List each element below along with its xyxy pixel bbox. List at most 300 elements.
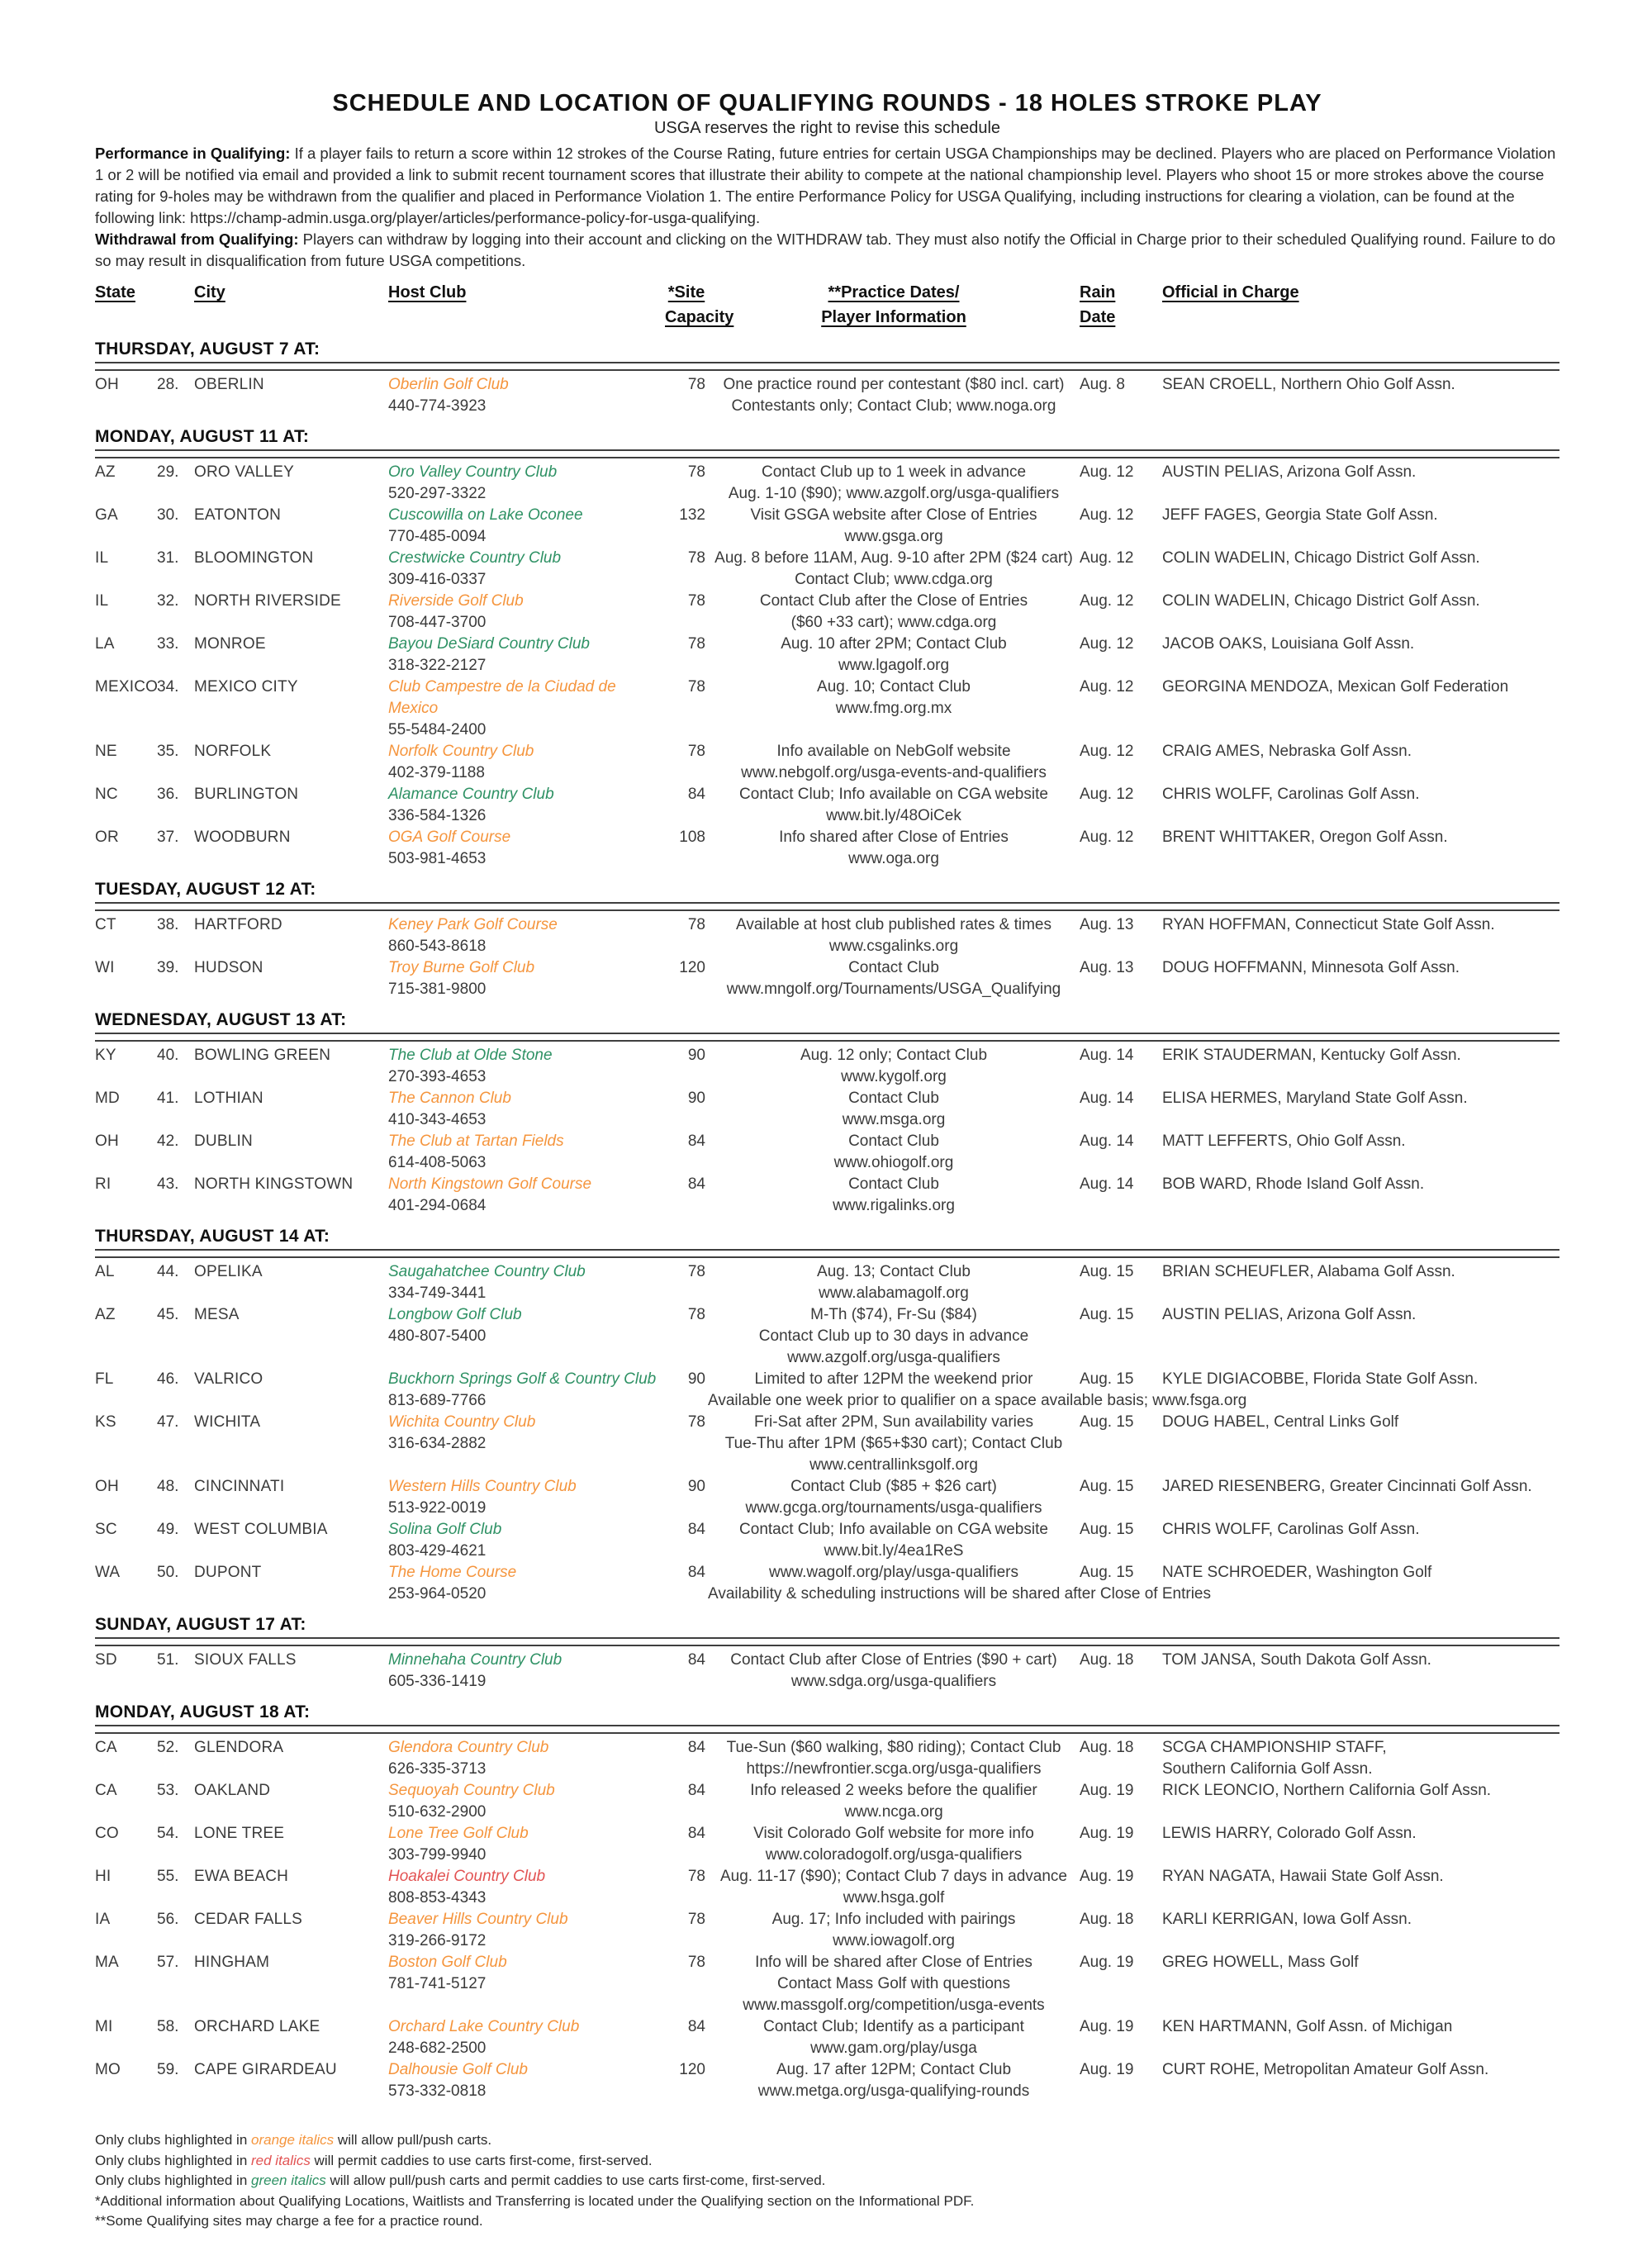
row-site-capacity: 84 — [687, 1132, 705, 1150]
practice-info-line: Info will be shared after Close of Entries — [755, 1954, 1032, 1971]
host-club-phone: 781-741-5127 — [388, 1975, 487, 1992]
host-club-name: OGA Golf Course — [388, 829, 511, 846]
table-row — [95, 784, 1559, 827]
official-line: AUSTIN PELIAS, Arizona Golf Assn. — [1162, 463, 1417, 481]
host-club-phone: 510-632-2900 — [388, 1803, 487, 1821]
row-state: AZ — [95, 1306, 116, 1323]
performance-policy-text: If a player fails to return a score within 12 strokes of the Course Rating, future entries for certain USGA Championships may be declined. Players who are placed on Performance Violation 1 or 2 will be notified via email and provided a link to submit recent tournament scores that illustrate their ability to compete at the national championship level. Players who shoot 15 or more strokes above the course rating for 9-holes may be withdrawn from the qualifier and placed in Performance Violation 1. The entire Performance Policy for USGA Qualifying, including instructions for clearing a violation, can be found at the following link: https://champ-admin.usga.org/player/articles/performance-policy-for-usga-qualifying. — [95, 145, 1556, 226]
row-rain-date: Aug. 14 — [1080, 1047, 1134, 1064]
performance-policy-paragraph — [95, 143, 1559, 229]
row-city: DUBLIN — [194, 1132, 253, 1150]
row-official-in-charge — [1162, 1562, 1559, 1584]
row-official-in-charge — [1162, 1369, 1559, 1390]
row-number: 37. — [157, 829, 179, 846]
row-official-in-charge — [1162, 1412, 1559, 1433]
official-line: COLIN WADELIN, Chicago District Golf Assn. — [1162, 592, 1480, 610]
row-number: 59. — [157, 2061, 179, 2078]
host-club-phone: 248-682-2500 — [388, 2039, 487, 2057]
row-number: 31. — [157, 549, 179, 567]
row-practice-info — [708, 1952, 1080, 2016]
host-club-name: Minnehaha Country Club — [388, 1651, 563, 1669]
row-city: HINGHAM — [194, 1954, 270, 1971]
row-practice-info — [708, 374, 1080, 417]
row-state: MO — [95, 2061, 121, 2078]
row-city: CEDAR FALLS — [194, 1911, 303, 1928]
row-city: OAKLAND — [194, 1782, 271, 1799]
official-line: RYAN HOFFMAN, Connecticut State Golf Assn. — [1162, 916, 1495, 933]
table-row — [95, 1261, 1559, 1304]
row-rain-date: Aug. 8 — [1080, 376, 1125, 393]
practice-info-line: Tue-Sun ($60 walking, $80 riding); Contact Club — [726, 1739, 1061, 1756]
row-state: OR — [95, 829, 119, 846]
table-row — [95, 1174, 1559, 1217]
table-row — [95, 374, 1559, 417]
row-rain-date: Aug. 12 — [1080, 463, 1134, 481]
row-practice-info — [708, 1650, 1080, 1693]
row-city: MEXICO CITY — [194, 678, 298, 696]
host-club-phone: 715-381-9800 — [388, 981, 487, 998]
official-line: JACOB OAKS, Louisiana Golf Assn. — [1162, 635, 1415, 653]
table-row — [95, 634, 1559, 677]
row-rain-date: Aug. 19 — [1080, 1782, 1134, 1799]
withdrawal-label: Withdrawal from Qualifying: — [95, 230, 299, 248]
row-state: WA — [95, 1564, 121, 1581]
day-section-header: THURSDAY, AUGUST 7 AT: — [95, 340, 320, 359]
row-host-club — [388, 1519, 665, 1562]
practice-info-line: www.bit.ly/48OiCek — [826, 807, 961, 824]
practice-info-line: www.csgalinks.org — [828, 938, 959, 955]
col-header-rain-date: Rain Date — [1080, 283, 1116, 326]
footer-note: Only clubs highlighted in green italics will allow pull/push carts and permit caddies to use carts first-come, first-served. — [95, 2172, 826, 2188]
row-official-in-charge — [1162, 827, 1559, 848]
host-club-name: Cuscowilla on Lake Oconee — [388, 506, 583, 524]
practice-info-line: www.gam.org/play/usga — [810, 2039, 977, 2057]
row-official-in-charge — [1162, 2016, 1559, 2038]
official-line: KYLE DIGIACOBBE, Florida State Golf Assn. — [1162, 1370, 1479, 1388]
row-site-capacity: 78 — [687, 1911, 705, 1928]
section-divider — [95, 902, 1559, 911]
row-official-in-charge — [1162, 1476, 1559, 1498]
host-club-phone: 520-297-3322 — [388, 485, 487, 502]
row-official-in-charge — [1162, 1045, 1559, 1066]
official-line: BOB WARD, Rhode Island Golf Assn. — [1162, 1175, 1425, 1193]
row-host-club — [388, 1304, 665, 1347]
table-column-headers — [95, 280, 1559, 330]
row-number: 48. — [157, 1478, 179, 1495]
host-club-name: The Club at Tartan Fields — [388, 1132, 564, 1150]
host-club-name: Saugahatchee Country Club — [388, 1263, 586, 1280]
row-practice-info — [708, 1131, 1080, 1174]
row-site-capacity: 132 — [679, 506, 705, 524]
host-club-name: Buckhorn Springs Golf & Country Club — [388, 1370, 657, 1388]
row-practice-info — [708, 1304, 1080, 1369]
row-site-capacity: 84 — [687, 1825, 705, 1842]
row-city: BOWLING GREEN — [194, 1047, 331, 1064]
row-site-capacity: 84 — [687, 786, 705, 803]
official-line: CHRIS WOLFF, Carolinas Golf Assn. — [1162, 786, 1420, 803]
practice-info-line: www.centrallinksgolf.org — [809, 1456, 978, 1474]
practice-info-line: Contact Club; Info available on CGA website — [739, 786, 1048, 803]
row-official-in-charge — [1162, 591, 1559, 612]
row-official-in-charge — [1162, 1261, 1559, 1283]
row-number: 50. — [157, 1564, 179, 1581]
host-club-name: The Cannon Club — [388, 1090, 511, 1107]
practice-info-line: Aug. 1-10 ($90); www.azgolf.org/usga-qualifiers — [728, 485, 1060, 502]
row-official-in-charge — [1162, 1088, 1559, 1109]
table-row — [95, 1737, 1559, 1780]
row-number: 51. — [157, 1651, 179, 1669]
row-city: BURLINGTON — [194, 786, 299, 803]
practice-info-line: https://newfrontier.scga.org/usga-qualifiers — [746, 1760, 1042, 1778]
table-row — [95, 1866, 1559, 1909]
row-rain-date: Aug. 14 — [1080, 1132, 1134, 1150]
host-club-name: Glendora Country Club — [388, 1739, 549, 1756]
row-practice-info — [708, 1476, 1080, 1519]
row-state: OH — [95, 1132, 119, 1150]
host-club-name: Norfolk Country Club — [388, 743, 534, 760]
row-practice-info — [708, 1866, 1080, 1909]
row-practice-info — [708, 827, 1080, 870]
host-club-phone: 605-336-1419 — [388, 1673, 487, 1690]
row-host-club — [388, 374, 665, 417]
row-city: CAPE GIRARDEAU — [194, 2061, 337, 2078]
practice-info-line: Contact Club up to 30 days in advance — [758, 1327, 1029, 1345]
official-line: RICK LEONCIO, Northern California Golf Assn. — [1162, 1782, 1492, 1799]
row-rain-date: Aug. 15 — [1080, 1478, 1134, 1495]
table-row — [95, 1952, 1559, 2016]
row-state: LA — [95, 635, 115, 653]
day-section-header: THURSDAY, AUGUST 14 AT: — [95, 1227, 330, 1246]
row-practice-info — [708, 2016, 1080, 2059]
host-club-name: Troy Burne Golf Club — [388, 959, 535, 976]
row-state: MEXICO — [95, 678, 159, 696]
row-practice-info — [708, 1823, 1080, 1866]
host-club-name: Sequoyah Country Club — [388, 1782, 555, 1799]
row-practice-info — [708, 548, 1080, 591]
row-host-club — [388, 1131, 665, 1174]
practice-info-line: www.iowagolf.org — [833, 1932, 955, 1949]
table-row — [95, 741, 1559, 784]
row-official-in-charge — [1162, 1174, 1559, 1195]
row-number: 47. — [157, 1413, 179, 1431]
row-host-club — [388, 741, 665, 784]
row-state: CA — [95, 1782, 117, 1799]
footer-note: *Additional information about Qualifying Locations, Waitlists and Transferring is located under the Qualifying section on the Informational PDF. — [95, 2192, 975, 2209]
section-divider — [95, 1637, 1559, 1646]
practice-info-line: Contact Club up to 1 week in advance — [761, 463, 1027, 481]
row-official-in-charge — [1162, 1952, 1559, 1973]
official-line: SEAN CROELL, Northern Ohio Golf Assn. — [1162, 376, 1455, 393]
official-line: SCGA CHAMPIONSHIP STAFF, — [1162, 1739, 1387, 1756]
row-state: FL — [95, 1370, 114, 1388]
practice-info-line: Info available on NebGolf website — [776, 743, 1011, 760]
row-site-capacity: 78 — [687, 1868, 705, 1885]
row-practice-info — [708, 784, 1080, 827]
practice-info-line: www.coloradogolf.org/usga-qualifiers — [765, 1846, 1023, 1864]
withdrawal-paragraph — [95, 229, 1559, 272]
row-site-capacity: 78 — [687, 743, 705, 760]
table-row — [95, 1650, 1559, 1693]
row-city: EATONTON — [194, 506, 282, 524]
row-official-in-charge — [1162, 784, 1559, 805]
row-practice-info — [708, 2059, 1080, 2102]
row-number: 40. — [157, 1047, 179, 1064]
host-club-phone: 770-485-0094 — [388, 528, 487, 545]
row-city: NORTH KINGSTOWN — [194, 1175, 354, 1193]
row-state: NC — [95, 786, 118, 803]
official-line: TOM JANSA, South Dakota Golf Assn. — [1162, 1651, 1431, 1669]
row-rain-date: Aug. 15 — [1080, 1564, 1134, 1581]
row-official-in-charge — [1162, 1131, 1559, 1152]
host-club-phone: 513-922-0019 — [388, 1499, 487, 1517]
practice-info-line: Aug. 12 only; Contact Club — [800, 1047, 988, 1064]
practice-info-line: www.mngolf.org/Tournaments/USGA_Qualifying — [726, 981, 1061, 998]
official-line: NATE SCHROEDER, Washington Golf — [1162, 1564, 1432, 1581]
row-host-club — [388, 784, 665, 827]
practice-info-line: www.lgagolf.org — [838, 657, 950, 674]
row-host-club — [388, 1174, 665, 1217]
intro-paragraphs — [95, 143, 1559, 272]
row-state: RI — [95, 1175, 112, 1193]
row-official-in-charge — [1162, 634, 1559, 655]
official-line: CRAIG AMES, Nebraska Golf Assn. — [1162, 743, 1412, 760]
row-rain-date: Aug. 18 — [1080, 1651, 1134, 1669]
row-practice-info — [708, 1780, 1080, 1823]
row-city: OPELIKA — [194, 1263, 263, 1280]
practice-info-line: Aug. 17 after 12PM; Contact Club — [776, 2061, 1012, 2078]
official-line: RYAN NAGATA, Hawaii State Golf Assn. — [1162, 1868, 1444, 1885]
row-site-capacity: 84 — [687, 1564, 705, 1581]
row-state: CA — [95, 1739, 117, 1756]
row-official-in-charge — [1162, 1823, 1559, 1845]
practice-info-line: Contact Mass Golf with questions — [777, 1975, 1010, 1992]
practice-info-line: Visit GSGA website after Close of Entries — [750, 506, 1037, 524]
host-club-name: Oro Valley Country Club — [388, 463, 558, 481]
table-row — [95, 957, 1559, 1000]
practice-info-line: One practice round per contestant ($80 incl. cart) — [723, 376, 1065, 393]
row-city: ORCHARD LAKE — [194, 2018, 320, 2035]
host-club-phone: 319-266-9172 — [388, 1932, 487, 1949]
official-line: AUSTIN PELIAS, Arizona Golf Assn. — [1162, 1306, 1417, 1323]
host-club-phone: 480-807-5400 — [388, 1327, 487, 1345]
practice-info-line: www.kygolf.org — [841, 1068, 947, 1085]
official-line: GREG HOWELL, Mass Golf — [1162, 1954, 1359, 1971]
practice-info-line: www.azgolf.org/usga-qualifiers — [787, 1349, 1000, 1366]
performance-policy-label: Performance in Qualifying: — [95, 145, 291, 162]
official-line: GEORGINA MENDOZA, Mexican Golf Federation — [1162, 678, 1509, 696]
row-state: WI — [95, 959, 115, 976]
practice-info-line: www.sdga.org/usga-qualifiers — [790, 1673, 997, 1690]
host-club-name: Riverside Golf Club — [388, 592, 524, 610]
row-rain-date: Aug. 19 — [1080, 2018, 1134, 2035]
table-row — [95, 1369, 1559, 1412]
row-site-capacity: 78 — [687, 1954, 705, 1971]
row-rain-date: Aug. 12 — [1080, 678, 1134, 696]
table-row — [95, 462, 1559, 505]
host-club-phone: 803-429-4621 — [388, 1542, 487, 1560]
row-official-in-charge — [1162, 1650, 1559, 1671]
table-row — [95, 1045, 1559, 1088]
row-rain-date: Aug. 15 — [1080, 1413, 1134, 1431]
host-club-phone: 860-543-8618 — [388, 938, 487, 955]
col-header-host-club: Host Club — [388, 283, 467, 302]
official-line: KEN HARTMANN, Golf Assn. of Michigan — [1162, 2018, 1453, 2035]
host-club-name: Solina Golf Club — [388, 1521, 502, 1538]
host-club-phone: 309-416-0337 — [388, 571, 487, 588]
practice-info-line: Available at host club published rates & times — [736, 916, 1051, 933]
row-number: 43. — [157, 1175, 179, 1193]
host-club-name: Lone Tree Golf Club — [388, 1825, 529, 1842]
row-official-in-charge — [1162, 374, 1559, 396]
day-section-header: SUNDAY, AUGUST 17 AT: — [95, 1615, 306, 1634]
page-subtitle: USGA reserves the right to revise this schedule — [653, 119, 1001, 137]
col-header-practice-dates: **Practice Dates/ Player Information — [821, 283, 966, 326]
table-row — [95, 505, 1559, 548]
row-host-club — [388, 2059, 665, 2102]
host-club-name: The Home Course — [388, 1564, 517, 1581]
host-club-name: Orchard Lake Country Club — [388, 2018, 580, 2035]
row-practice-info — [708, 1737, 1080, 1780]
row-state: CT — [95, 916, 116, 933]
host-club-phone: 270-393-4653 — [388, 1068, 487, 1085]
row-number: 55. — [157, 1868, 179, 1885]
day-section-header: MONDAY, AUGUST 11 AT: — [95, 427, 310, 446]
row-site-capacity: 78 — [687, 916, 705, 933]
host-club-phone: 808-853-4343 — [388, 1889, 487, 1906]
row-rain-date: Aug. 12 — [1080, 635, 1134, 653]
practice-info-line: Availability & scheduling instructions will be shared after Close of Entries — [708, 1585, 1212, 1603]
footer-notes — [95, 2130, 1559, 2232]
row-site-capacity: 84 — [687, 1175, 705, 1193]
practice-info-line: www.massgolf.org/competition/usga-events — [743, 1997, 1045, 2014]
row-practice-info — [708, 677, 1080, 719]
practice-info-line: Contact Club; www.cdga.org — [795, 571, 993, 588]
row-host-club — [388, 591, 665, 634]
row-host-club — [388, 1823, 665, 1866]
row-practice-info — [708, 591, 1080, 634]
host-club-name: The Club at Olde Stone — [388, 1047, 553, 1064]
row-site-capacity: 84 — [687, 1651, 705, 1669]
row-practice-info — [708, 1909, 1080, 1952]
row-city: OBERLIN — [194, 376, 264, 393]
row-number: 56. — [157, 1911, 179, 1928]
host-club-name: Western Hills Country Club — [388, 1478, 577, 1495]
official-line: DOUG HOFFMANN, Minnesota Golf Assn. — [1162, 959, 1460, 976]
row-number: 39. — [157, 959, 179, 976]
footer-note: **Some Qualifying sites may charge a fee for a practice round. — [95, 2213, 483, 2229]
table-row — [95, 914, 1559, 957]
practice-info-line: www.alabamagolf.org — [819, 1284, 969, 1302]
section-divider — [95, 362, 1559, 371]
host-club-phone: 336-584-1326 — [388, 807, 487, 824]
row-rain-date: Aug. 12 — [1080, 592, 1134, 610]
table-row — [95, 827, 1559, 870]
row-site-capacity: 78 — [687, 463, 705, 481]
host-club-phone: 813-689-7766 — [388, 1392, 487, 1409]
row-rain-date: Aug. 15 — [1080, 1370, 1134, 1388]
row-number: 45. — [157, 1306, 179, 1323]
practice-info-line: www.metga.org/usga-qualifying-rounds — [757, 2082, 1030, 2100]
host-club-phone: 708-447-3700 — [388, 614, 487, 631]
practice-info-line: www.ohiogolf.org — [833, 1154, 954, 1171]
practice-info-line: Aug. 13; Contact Club — [817, 1263, 971, 1280]
practice-info-line: Fri-Sat after 2PM, Sun availability varies — [754, 1413, 1033, 1431]
table-row — [95, 1909, 1559, 1952]
row-number: 29. — [157, 463, 179, 481]
practice-info-line: Info released 2 weeks before the qualifier — [750, 1782, 1037, 1799]
row-host-club — [388, 1369, 665, 1412]
row-practice-info — [708, 1519, 1080, 1562]
host-club-name: Crestwicke Country Club — [388, 549, 562, 567]
row-host-club — [388, 1261, 665, 1304]
official-line: JEFF FAGES, Georgia State Golf Assn. — [1162, 506, 1438, 524]
row-site-capacity: 78 — [687, 1263, 705, 1280]
row-rain-date: Aug. 18 — [1080, 1739, 1134, 1756]
practice-info-line: Info shared after Close of Entries — [779, 829, 1009, 846]
host-club-phone: 402-379-1188 — [388, 764, 485, 781]
practice-info-line: Contact Club — [848, 959, 939, 976]
footer-note: Only clubs highlighted in orange italics will allow pull/push carts. — [95, 2132, 492, 2148]
row-rain-date: Aug. 19 — [1080, 1825, 1134, 1842]
host-club-name: Dalhousie Golf Club — [388, 2061, 528, 2078]
table-row — [95, 1088, 1559, 1131]
row-rain-date: Aug. 13 — [1080, 916, 1134, 933]
section-divider — [95, 449, 1559, 458]
footer-note: Only clubs highlighted in red italics will permit caddies to use carts first-come, first-served. — [95, 2152, 653, 2168]
practice-info-line: ($60 +33 cart); www.cdga.org — [790, 614, 997, 631]
table-row — [95, 677, 1559, 741]
practice-info-line: Contact Club — [848, 1175, 939, 1193]
row-city: ORO VALLEY — [194, 463, 294, 481]
host-club-phone: 253-964-0520 — [388, 1585, 487, 1603]
table-row — [95, 1412, 1559, 1476]
row-host-club — [388, 1412, 665, 1455]
row-number: 44. — [157, 1263, 179, 1280]
row-city: BLOOMINGTON — [194, 549, 314, 567]
row-rain-date: Aug. 12 — [1080, 829, 1134, 846]
host-club-phone: 401-294-0684 — [388, 1197, 487, 1214]
practice-info-line: www.oga.org — [848, 850, 939, 867]
official-line: JARED RIESENBERG, Greater Cincinnati Golf Assn. — [1162, 1478, 1532, 1495]
row-rain-date: Aug. 12 — [1080, 506, 1134, 524]
row-state: SD — [95, 1651, 117, 1669]
practice-info-line: Limited to after 12PM the weekend prior — [754, 1370, 1033, 1388]
row-host-club — [388, 2016, 665, 2059]
row-state: OH — [95, 1478, 119, 1495]
row-official-in-charge — [1162, 462, 1559, 483]
host-club-name: Alamance Country Club — [388, 786, 554, 803]
row-site-capacity: 78 — [687, 1413, 705, 1431]
row-rain-date: Aug. 18 — [1080, 1911, 1134, 1928]
row-city: EWA BEACH — [194, 1868, 289, 1885]
practice-info-line: www.gcga.org/tournaments/usga-qualifiers — [745, 1499, 1042, 1517]
host-club-name: North Kingstown Golf Course — [388, 1175, 592, 1193]
row-number: 30. — [157, 506, 179, 524]
official-line: MATT LEFFERTS, Ohio Golf Assn. — [1162, 1132, 1406, 1150]
official-line: CURT ROHE, Metropolitan Amateur Golf Assn. — [1162, 2061, 1489, 2078]
row-number: 52. — [157, 1739, 179, 1756]
row-number: 32. — [157, 592, 179, 610]
row-host-club — [388, 677, 665, 741]
row-number: 34. — [157, 678, 179, 696]
row-host-club — [388, 914, 665, 957]
practice-info-line: Visit Colorado Golf website for more info — [753, 1825, 1034, 1842]
row-official-in-charge — [1162, 1304, 1559, 1326]
table-row — [95, 1780, 1559, 1823]
practice-info-line: Aug. 17; Info included with pairings — [771, 1911, 1016, 1928]
host-club-name: Club Campestre de la Ciudad de Mexico — [388, 678, 616, 717]
table-row — [95, 2059, 1559, 2102]
